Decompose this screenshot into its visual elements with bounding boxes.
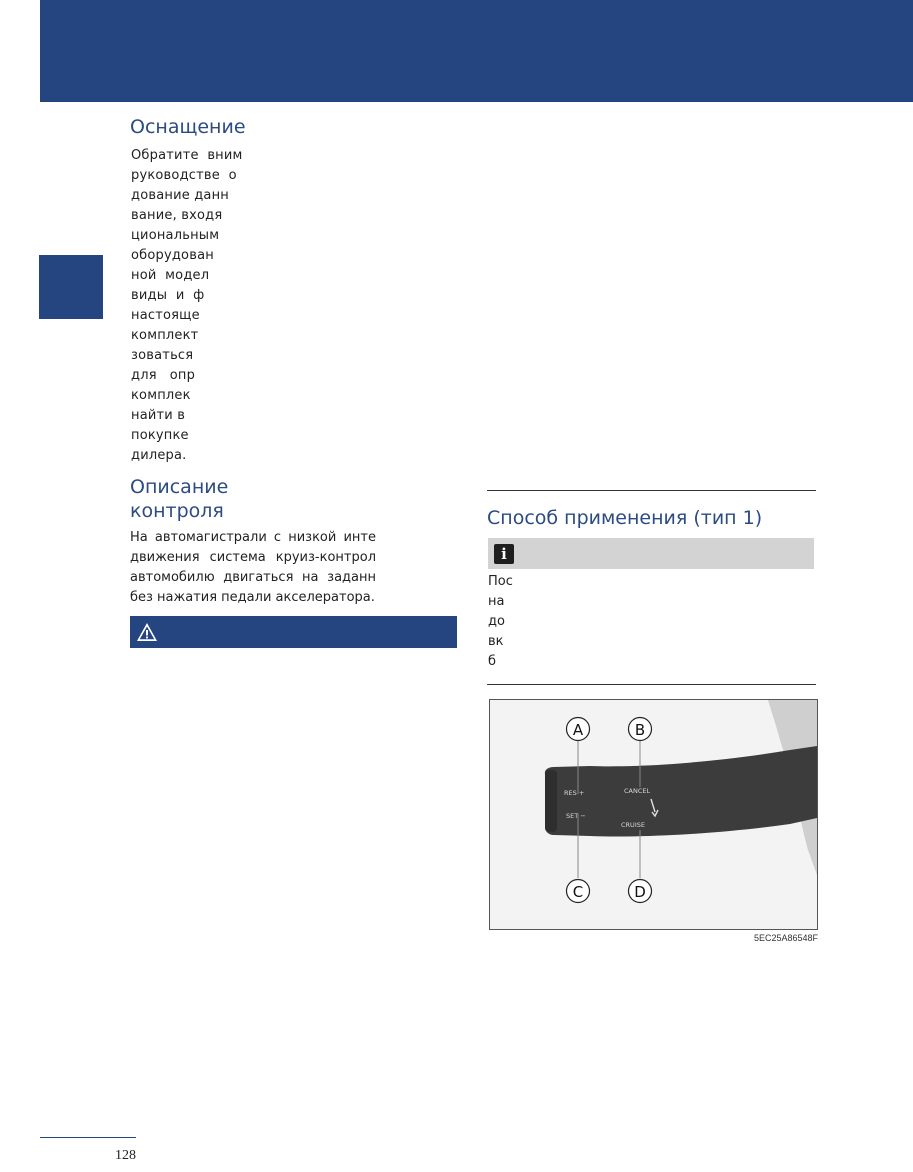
callout-d: D (634, 883, 646, 901)
info-line: на (488, 594, 505, 609)
equipment-line: Обратите вним (131, 148, 243, 163)
stalk-tip (545, 770, 557, 832)
control-description-line: движения система круиз-контрол (130, 550, 376, 565)
stalk-label-cancel: CANCEL (624, 787, 651, 795)
equipment-line: виды и ф (131, 288, 205, 303)
info-line: вк (488, 634, 504, 649)
info-icon: i (494, 544, 514, 564)
control-description-heading-line: Описание (130, 476, 229, 498)
figure-code: 5EC25A86548F (753, 933, 818, 943)
info-banner (488, 538, 814, 569)
control-description-line: без нажатия педали акселератора. (130, 590, 375, 605)
info-line: до (488, 614, 505, 629)
stalk-label-res: RES + (564, 789, 585, 797)
equipment-line: покупке (131, 428, 189, 443)
info-line: б (488, 654, 497, 669)
callout-b: B (634, 721, 646, 739)
equipment-line: для опр (131, 368, 196, 383)
stalk-label-cruise: CRUISE (621, 821, 645, 829)
chapter-side-tab (39, 255, 103, 319)
equipment-line: зоваться (131, 348, 194, 363)
equipment-line: вание, входя (131, 208, 223, 223)
equipment-heading: Оснащение (130, 116, 246, 138)
control-description-line: автомобилю двигаться на заданн (130, 570, 376, 585)
control-description-heading (130, 475, 228, 523)
control-description-line: На автомагистрали с низкой инте (130, 530, 376, 545)
callout-a: A (572, 721, 584, 739)
equipment-line: руководстве о (131, 168, 237, 183)
equipment-paragraph (131, 146, 243, 466)
equipment-line: циональным (131, 228, 220, 243)
control-description-heading-line: контроля (130, 500, 224, 522)
warning-triangle-icon (136, 622, 158, 642)
header-band (40, 0, 913, 102)
page-number: 128 (115, 1148, 136, 1163)
equipment-line: дилера. (131, 448, 187, 463)
control-description-paragraph (130, 528, 376, 608)
equipment-line: оборудован (131, 248, 214, 263)
equipment-line: найти в (131, 408, 186, 423)
section-divider-top (487, 490, 816, 491)
equipment-line: дование данн (131, 188, 230, 203)
cruise-control-stalk-figure (489, 699, 818, 930)
callout-c: C (572, 883, 584, 901)
section-divider-bottom (487, 684, 816, 685)
stalk-label-set: SET − (566, 812, 586, 820)
info-paragraph (488, 572, 513, 672)
equipment-line: комплект (131, 328, 199, 343)
usage-method-heading: Способ применения (тип 1) (487, 507, 763, 529)
info-line: Пос (488, 574, 513, 589)
equipment-line: ной модел (131, 268, 210, 283)
equipment-line: настояще (131, 308, 200, 323)
equipment-line: комплек (131, 388, 191, 403)
footer-rule (40, 1137, 136, 1138)
warning-banner (130, 616, 457, 648)
